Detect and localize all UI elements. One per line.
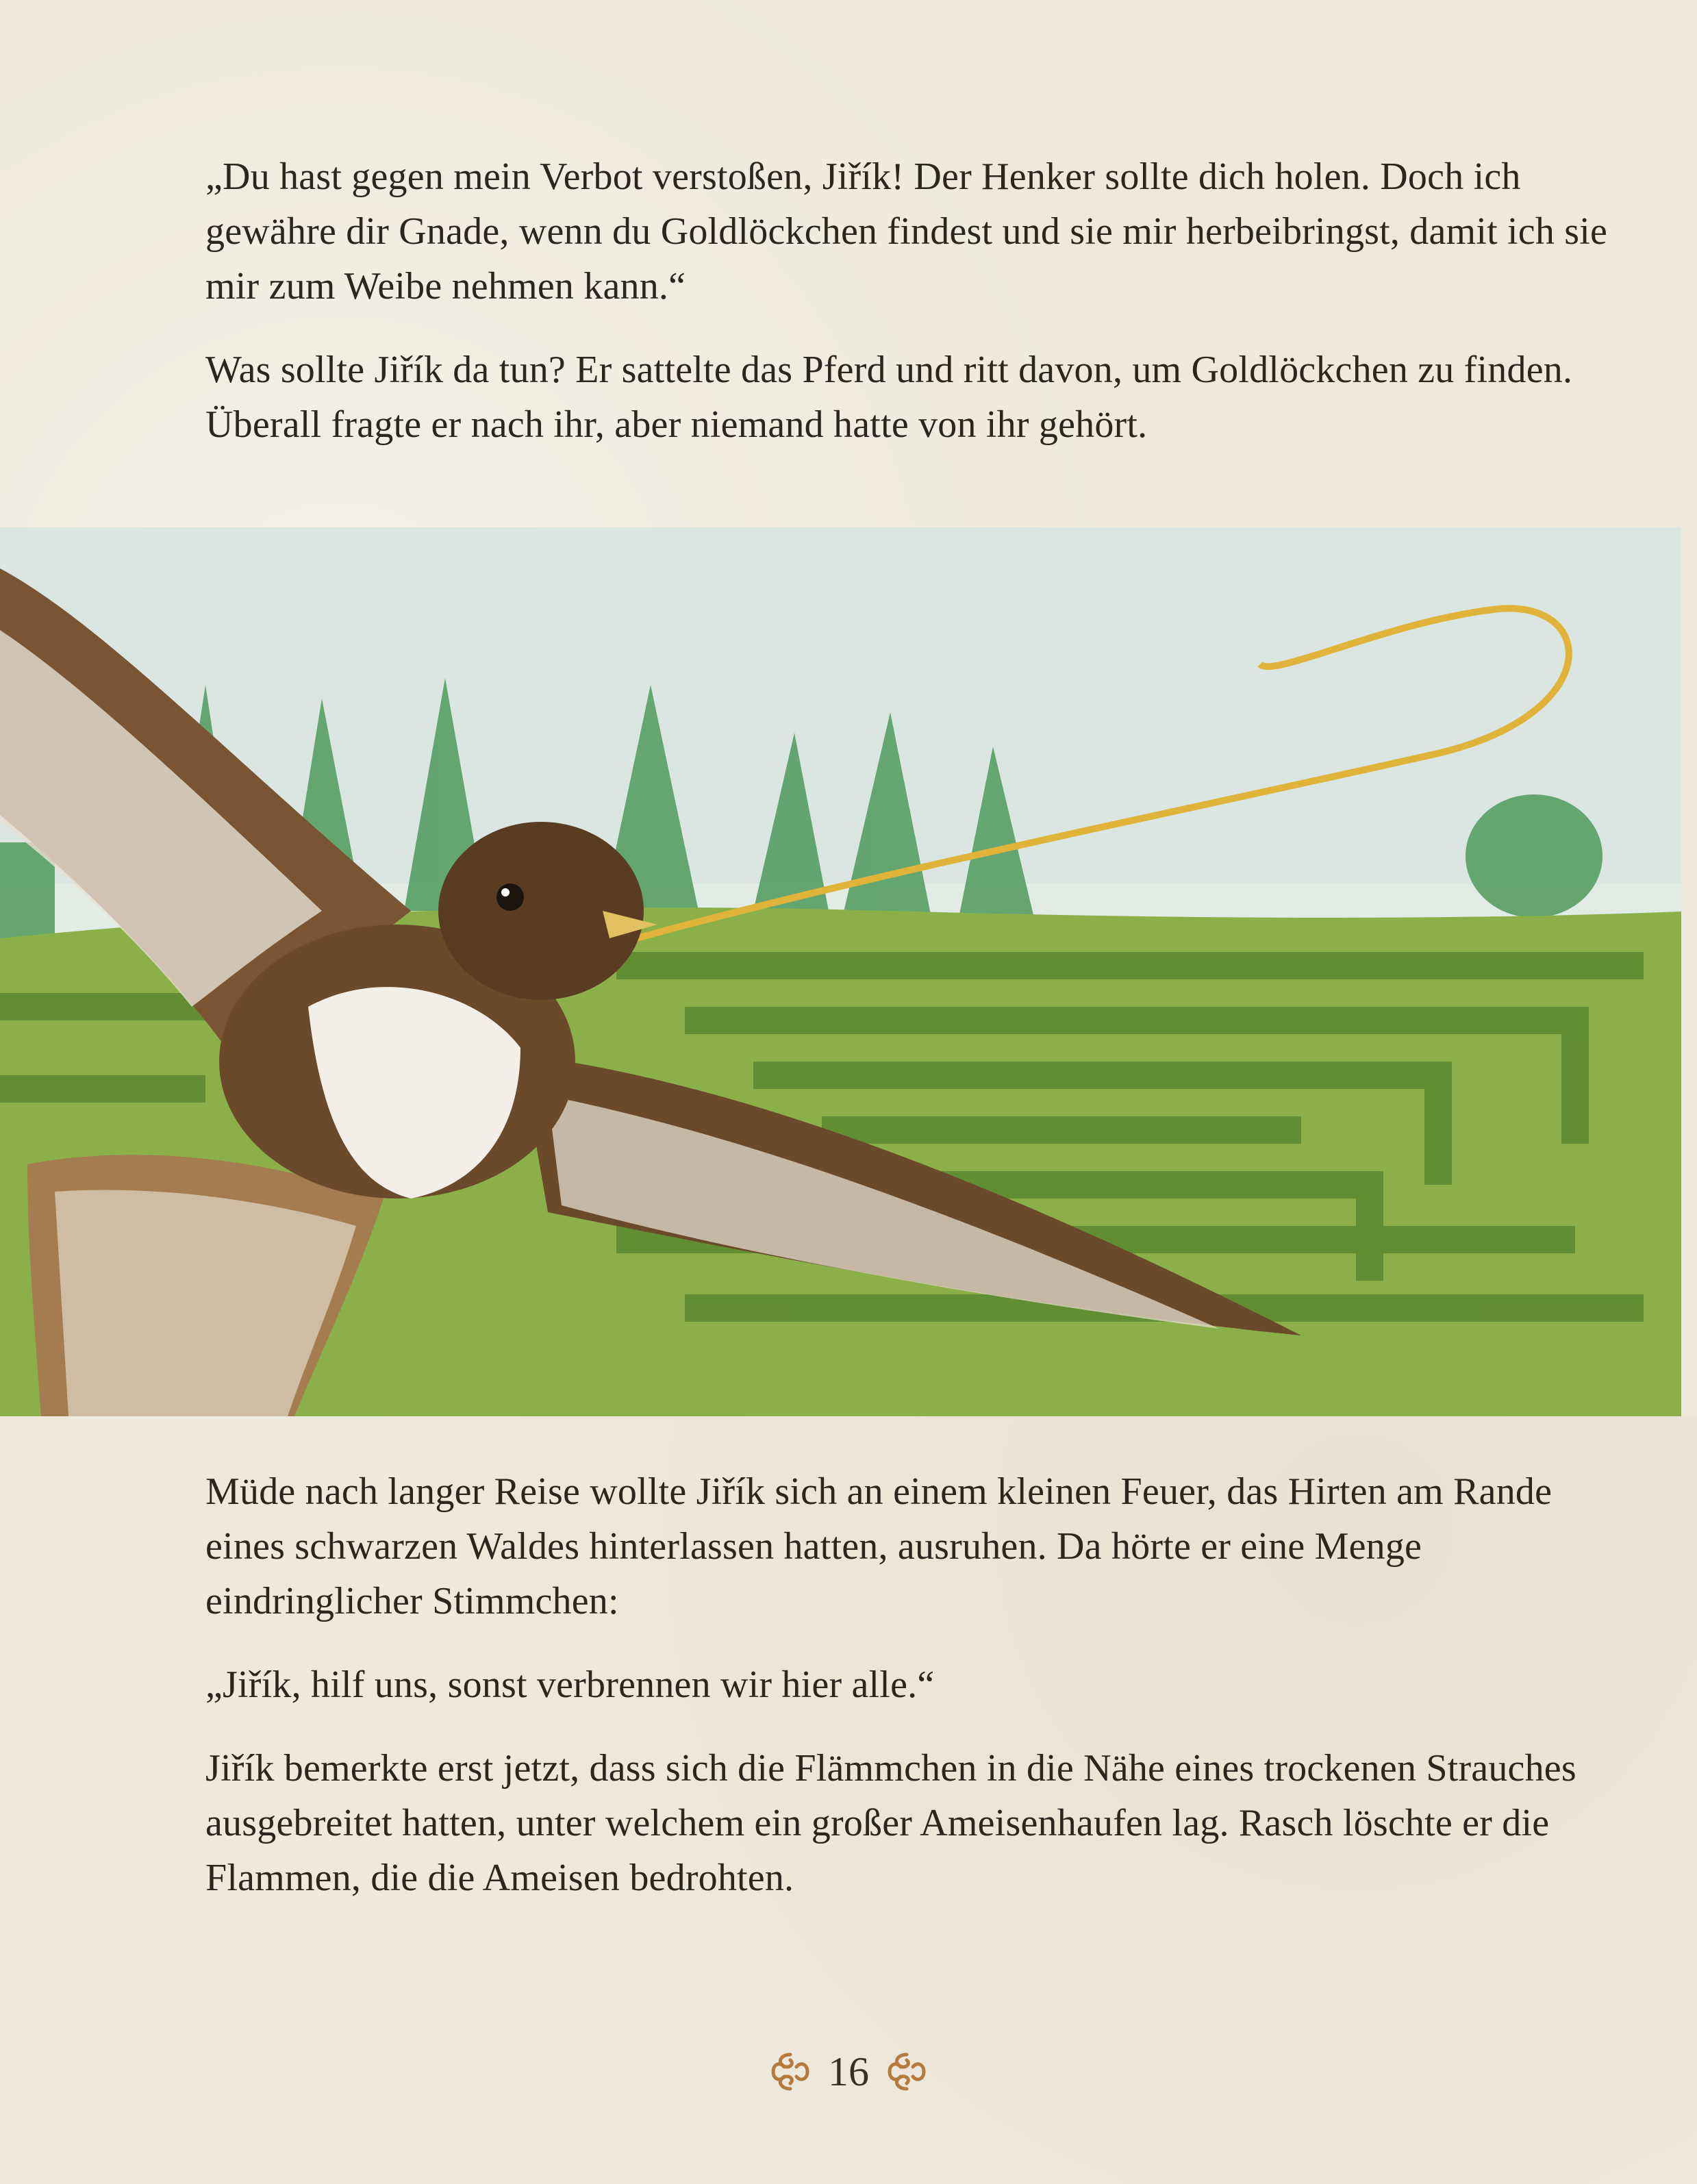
- paragraph: Jiřík bemerkte erst jetzt, dass sich die Flämmchen in die Nähe eines trockenen Strauches ausgebreitet hatten, unter welchem ein großer Ameisenhaufen lag. Rasch löschte er die Flammen, die die Ameisen bedrohten.: [205, 1747, 1576, 1899]
- paragraph: Müde nach langer Reise wollte Jiřík sich an einem kleinen Feuer, das Hirten am Rande eines schwarzen Waldes hinterlassen hatten, ausruhen. Da hörte er eine Menge eindringlicher Stimmchen:: [205, 1470, 1553, 1622]
- text-block-bottom: [205, 1464, 1630, 1934]
- paragraph: Was sollte Jiřík da tun? Er sattelte das Pferd und ritt davon, um Goldlöckchen zu finden. Überall fragte er nach ihr, aber niemand hatte von ihr gehört.: [205, 349, 1573, 446]
- ornament-left-icon: [768, 2049, 813, 2094]
- bird-illustration: [0, 527, 1697, 1416]
- paragraph: „Jiřík, hilf uns, sonst verbrennen wir hier alle.“: [205, 1664, 935, 1706]
- ornament-right-icon: [884, 2049, 929, 2094]
- paragraph: „Du hast gegen mein Verbot verstoßen, Jiřík! Der Henker sollte dich holen. Doch ich gewähre dir Gnade, wenn du Goldlöckchen findest und sie mir herbeibringst, damit ich sie mir zum Weibe nehmen kann.“: [205, 155, 1608, 307]
- page-footer: [0, 2048, 1697, 2096]
- text-block-top: [205, 149, 1630, 481]
- page-number: 16: [828, 2049, 869, 2094]
